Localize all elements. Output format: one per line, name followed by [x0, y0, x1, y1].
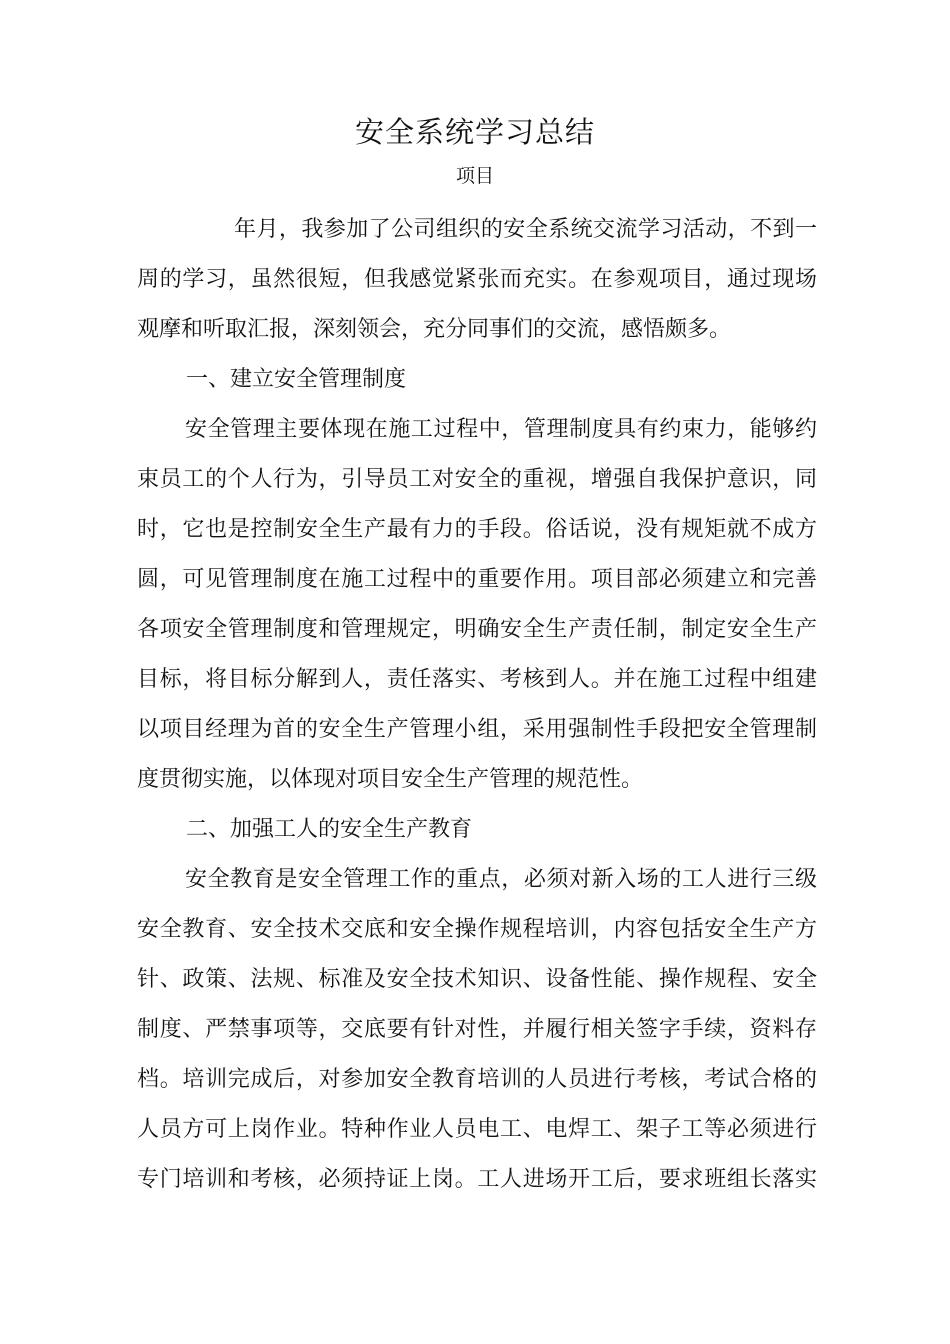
paragraph-line: 周的学习，虽然很短，但我感觉紧张而充实。在参观项目，通过现场	[137, 267, 817, 292]
paragraph-line: 时，它也是控制安全生产最有力的手段。俗话说，没有规矩就不成方	[137, 517, 817, 542]
paragraph-line: 针、政策、法规、标准及安全技术知识、设备性能、操作规程、安全	[137, 967, 817, 992]
paragraph-line: 观摩和听取汇报，深刻领会，充分同事们的交流，感悟颇多。	[137, 317, 732, 342]
paragraph-line: 安全教育、安全技术交底和安全操作规程培训，内容包括安全生产方	[137, 917, 817, 942]
paragraph-line: 束员工的个人行为，引导员工对安全的重视，增强自我保护意识，同	[137, 467, 817, 492]
document-title: 安全系统学习总结	[354, 115, 595, 149]
paragraph-intro	[137, 205, 817, 355]
paragraph-line: 专门培训和考核，必须持证上岗。工人进场开工后，要求班组长落实	[137, 1167, 817, 1192]
paragraph-line: 目标，将目标分解到人，责任落实、考核到人。并在施工过程中组建	[137, 667, 817, 692]
paragraph-line: 档。培训完成后，对参加安全教育培训的人员进行考核，考试合格的	[137, 1067, 817, 1092]
section-heading-1: 一、建立安全管理制度	[186, 367, 407, 392]
section-heading-2: 二、加强工人的安全生产教育	[186, 817, 473, 842]
paragraph-section-2	[137, 855, 817, 1205]
document-subtitle: 项目	[455, 165, 494, 187]
paragraph-line: 人员方可上岗作业。特种作业人员电工、电焊工、架子工等必须进行	[137, 1117, 817, 1142]
paragraph-line: 安全管理主要体现在施工过程中，管理制度具有约束力，能够约	[185, 417, 817, 442]
paragraph-line: 安全教育是安全管理工作的重点，必须对新入场的工人进行三级	[185, 867, 817, 892]
paragraph-line: 各项安全管理制度和管理规定，明确安全生产责任制，制定安全生产	[137, 617, 817, 642]
paragraph-line: 圆，可见管理制度在施工过程中的重要作用。项目部必须建立和完善	[137, 567, 817, 592]
paragraph-line: 制度、严禁事项等，交底要有针对性，并履行相关签字手续，资料存	[137, 1017, 817, 1042]
paragraph-line: 度贯彻实施，以体现对项目安全生产管理的规范性。	[137, 767, 644, 792]
paragraph-line: 以项目经理为首的安全生产管理小组，采用强制性手段把安全管理制	[137, 717, 817, 742]
paragraph-section-1	[137, 405, 817, 805]
paragraph-line: 年月，我参加了公司组织的安全系统交流学习活动，不到一	[234, 217, 817, 242]
